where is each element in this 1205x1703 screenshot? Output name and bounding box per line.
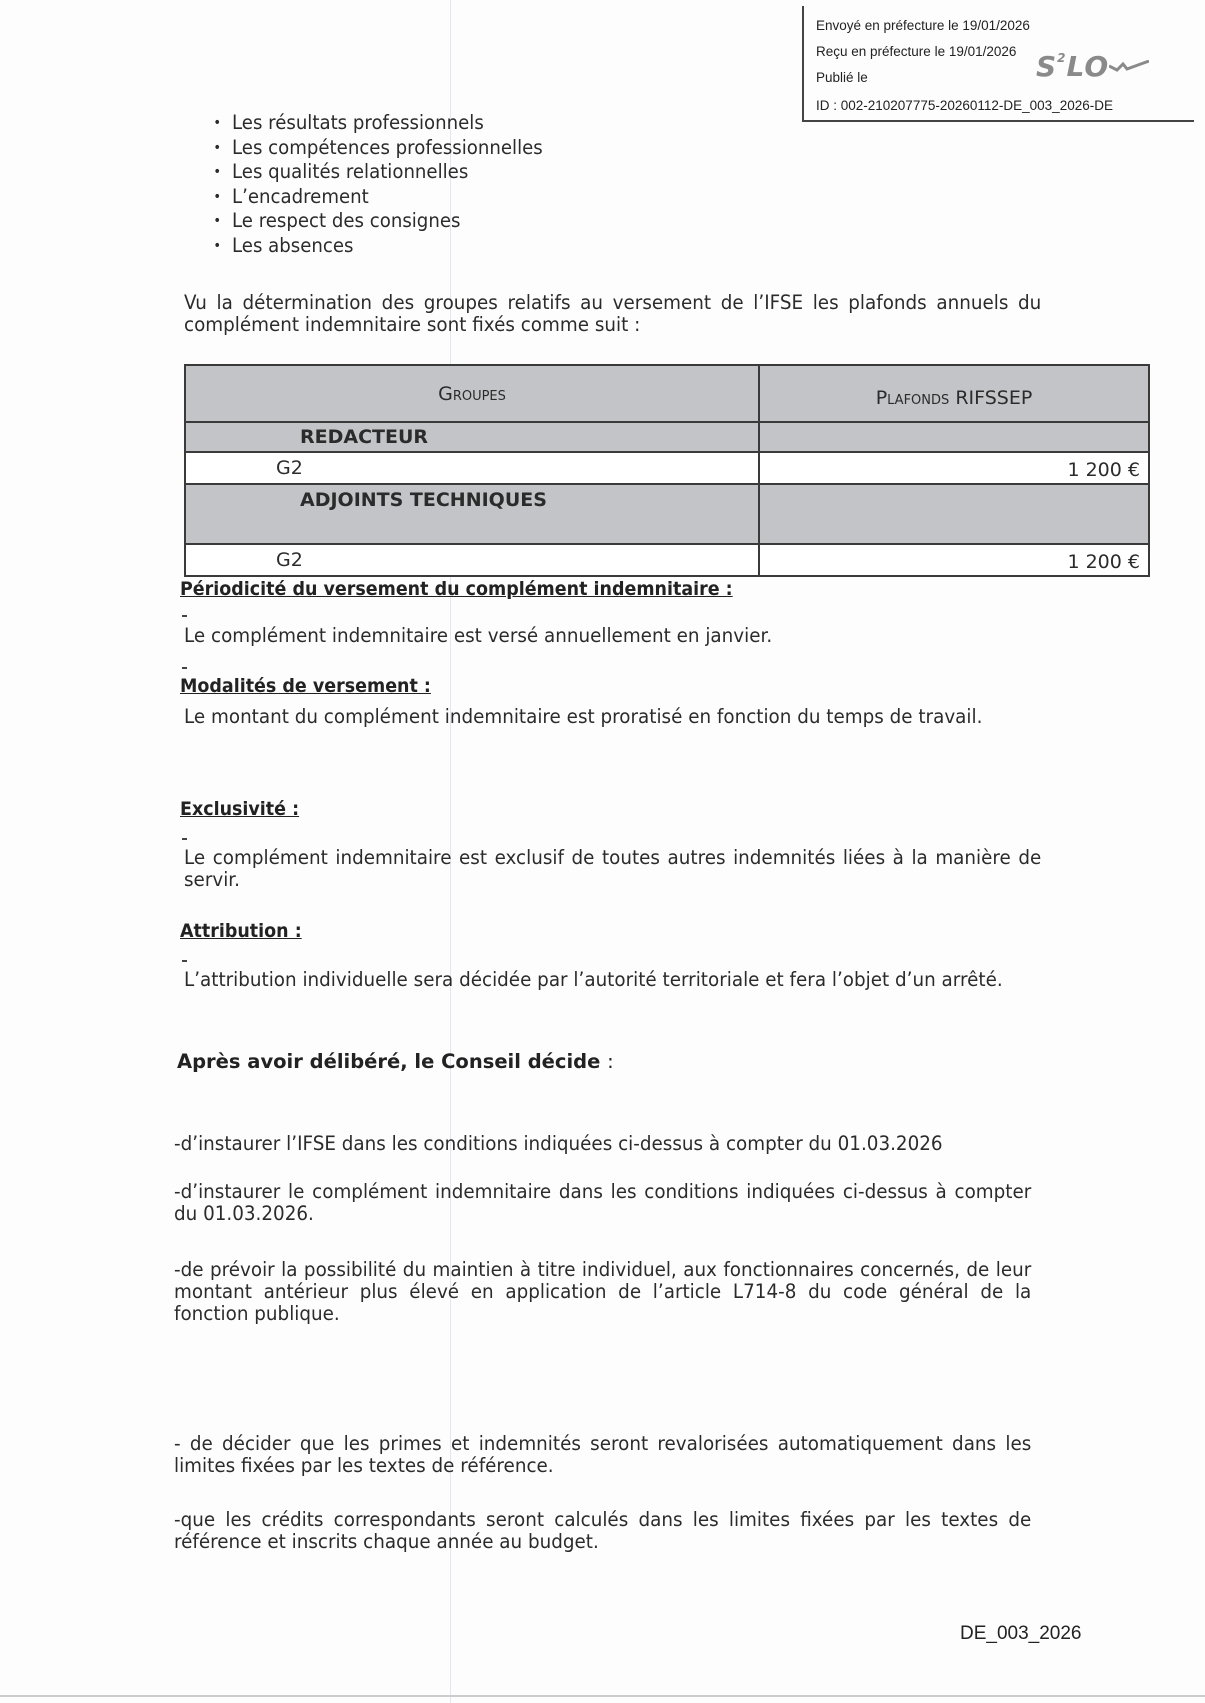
group-cell: G2 <box>185 544 759 576</box>
section-heading-attribution: Attribution : <box>180 920 302 942</box>
decision-item: -d’instaurer l’IFSE dans les conditions indiquées ci-dessus à compter du 01.03.2026 <box>174 1132 943 1155</box>
document-reference: DE_003_2026 <box>960 1623 1082 1644</box>
stamp-published: Publié le <box>816 70 868 85</box>
s2lo-logo: $S^2LO$ <box>1036 50 1149 83</box>
amount-cell: 1 200 € <box>759 544 1149 576</box>
criteria-item: • Les résultats professionnels <box>232 111 543 136</box>
section-text-modalites: Le montant du complément indemnitaire est proratisé en fonction du temps de travail. <box>184 705 983 728</box>
swoosh-icon <box>1109 60 1149 72</box>
section-heading-exclusivite: Exclusivité : <box>180 798 300 820</box>
intro-paragraph: Vu la détermination des groupes relatifs au versement de l’IFSE les plafonds annuels du complément indemnitaire sont fixés comme suit : <box>184 291 1042 336</box>
section-text-periodicite: Le complément indemnitaire est versé annuellement en janvier. <box>184 624 773 647</box>
decision-item: - de décider que les primes et indemnités seront revalorisées automatiquement dans les limites fixées par les textes de référence. <box>174 1432 1032 1477</box>
category-name: REDACTEUR <box>185 422 759 452</box>
stamp-id: ID : 002-210207775-20260112-DE_003_2026-DE <box>816 98 1113 113</box>
category-row <box>185 484 1149 544</box>
plafonds-table <box>184 364 1150 577</box>
header-groupes: Groupes <box>185 365 759 422</box>
decision-item: -d’instaurer le complément indemnitaire dans les conditions indiquées ci-dessus à compter du 01.03.2026. <box>174 1180 1032 1225</box>
criteria-list <box>232 111 566 258</box>
section-text-attribution: L’attribution individuelle sera décidée par l’autorité territoriale et fera l’objet d’un arrêté. <box>184 968 1003 991</box>
table-row <box>185 452 1149 484</box>
dash-marker <box>182 960 187 962</box>
stamp-received: Reçu en préfecture le 19/01/2026 <box>816 44 1017 59</box>
category-name: ADJOINTS TECHNIQUES <box>185 484 759 544</box>
criteria-item: • L’encadrement <box>232 185 543 210</box>
decision-item: -de prévoir la possibilité du maintien à titre individuel, aux fonctionnaires concernés, de leur montant antérieur plus élevé en application de l’article L714-8 du code général de la fonction publique. <box>174 1258 1032 1325</box>
decision-item: -que les crédits correspondants seront calculés dans les limites fixées par les textes de référence et inscrits chaque année au budget. <box>174 1508 1032 1553</box>
dash-marker <box>182 838 187 840</box>
criteria-item: • Les qualités relationnelles <box>232 160 543 185</box>
table-row <box>185 544 1149 576</box>
decision-heading-text: Après avoir délibéré, le Conseil décide <box>177 1050 601 1073</box>
decision-heading <box>177 1050 614 1073</box>
group-cell: G2 <box>185 452 759 484</box>
scan-edge <box>0 1695 1205 1697</box>
decision-colon: : <box>607 1050 614 1073</box>
stamp-sent: Envoyé en préfecture le 19/01/2026 <box>816 18 1030 33</box>
header-plafonds: Plafonds RIFSSEP <box>759 365 1149 422</box>
criteria-item: • Les absences <box>232 234 543 259</box>
criteria-item: • Le respect des consignes <box>232 209 543 234</box>
category-row <box>185 422 1149 452</box>
prefecture-stamp <box>802 6 1194 122</box>
section-heading-modalites: Modalités de versement : <box>180 675 431 697</box>
section-heading-periodicite: Périodicité du versement du complément indemnitaire : <box>180 578 733 600</box>
criteria-item: • Les compétences professionnelles <box>232 136 543 161</box>
table-header-row <box>185 365 1149 422</box>
amount-cell: 1 200 € <box>759 452 1149 484</box>
section-text-exclusivite: Le complément indemnitaire est exclusif de toutes autres indemnités liées à la manière de servir. <box>184 846 1042 891</box>
dash-marker <box>182 667 187 669</box>
dash-marker <box>182 615 187 617</box>
